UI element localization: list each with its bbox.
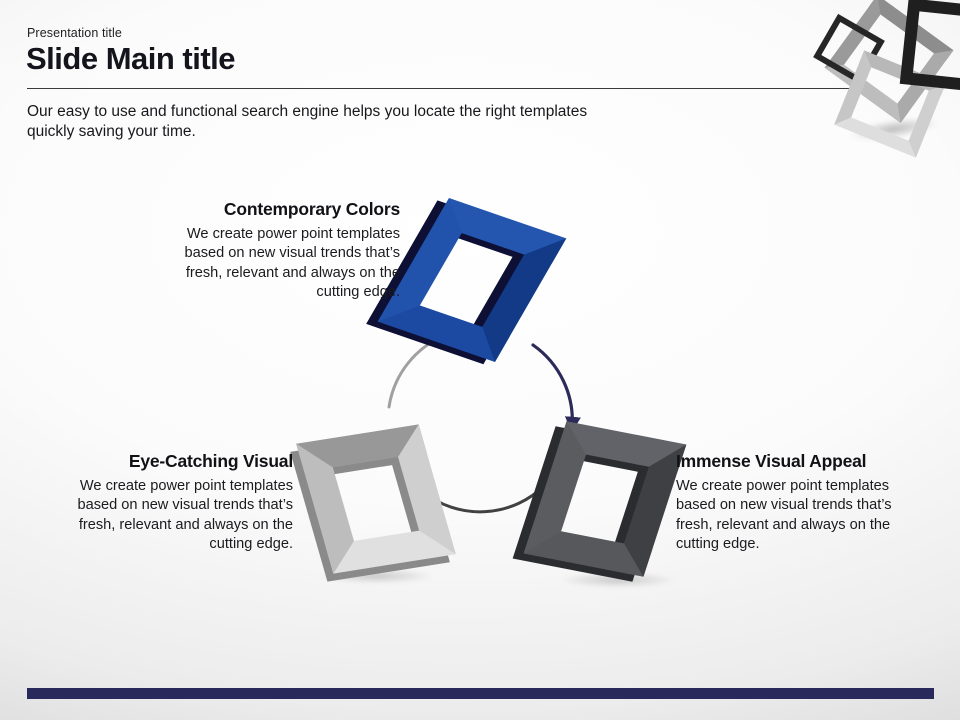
item-heading: Contemporary Colors <box>223 199 400 219</box>
intro-text: Our easy to use and functional search engine helps you locate the right templates quickly saving your time. <box>27 103 588 140</box>
diagram-item-eye-catching-visual <box>39 451 293 555</box>
diagram-item-immense-visual-appeal <box>676 451 932 555</box>
title-divider <box>27 88 849 89</box>
interlocked-frames-graphic <box>818 0 960 158</box>
diagram-item-contemporary-colors <box>146 199 400 303</box>
item-body: We create power point templates based on new visual trends that’s fresh, relevant and always on the cutting edge. <box>184 226 400 301</box>
item-body: We create power point templates based on new visual trends that’s fresh, relevant and always on the cutting edge. <box>676 478 892 553</box>
presentation-kicker: Presentation title <box>27 26 122 40</box>
footer-accent-bar <box>27 688 934 699</box>
frame-ring-icon <box>900 0 960 92</box>
item-heading: Immense Visual Appeal <box>676 451 867 471</box>
item-heading: Eye-Catching Visual <box>128 451 293 471</box>
slide-title: Slide Main title <box>26 41 236 76</box>
arrow-blue-to-dark <box>533 345 572 428</box>
item-body: We create power point templates based on new visual trends that’s fresh, relevant and always on the cutting edge. <box>77 478 293 553</box>
